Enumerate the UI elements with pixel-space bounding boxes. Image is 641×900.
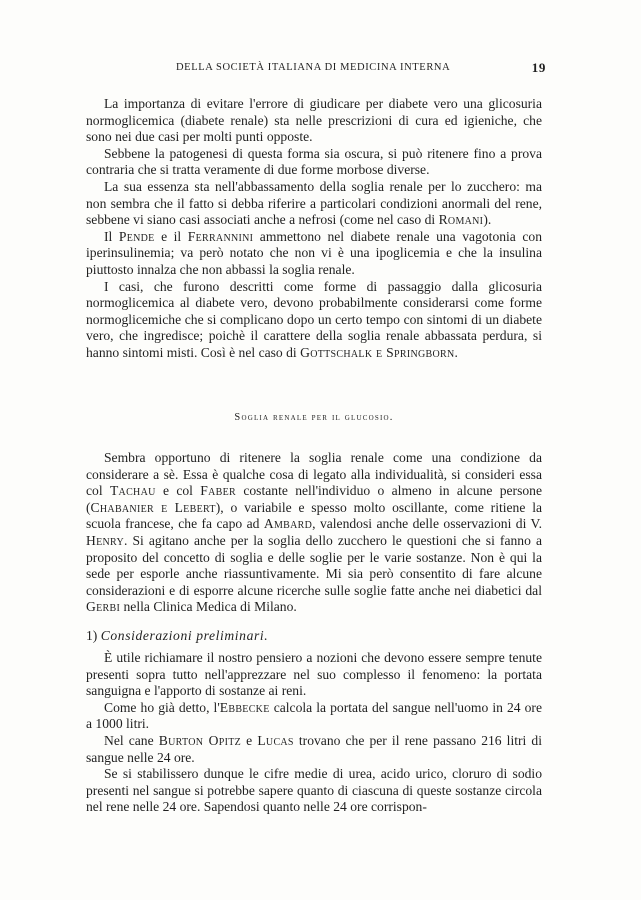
author-name: Ebbecke — [219, 699, 270, 715]
paragraph: Il Pende e il Ferrannini ammettono nel diabete renale una vagotonia con iperinsulinemia; va però notato che non vi è una ipoglicemia e che la insulina piuttosto innalza che non abbassi la soglia renale. — [86, 228, 542, 277]
section-heading: Soglia renale per il glucosio. — [234, 412, 394, 423]
subsection-title: Considerazioni preliminari. — [100, 628, 269, 643]
subsection-heading — [86, 628, 542, 644]
paragraph: Se si stabilissero dunque le cifre medie di urea, acido urico, cloruro di sodio presenti nel sangue si potrebbe sapere quanto di ciascuna di queste sostanze circola nel rene nelle 24 ore. Sapendosi quanto nelle 24 ore corrispon- — [86, 766, 542, 815]
author-name: Ambard — [263, 516, 313, 532]
running-title: DELLA SOCIETÀ ITALIANA DI MEDICINA INTERNA — [176, 62, 451, 73]
paragraph: È utile richiamare il nostro pensiero a nozioni che devono essere sempre tenute presenti sopra tutto nell'apprezzare nel suo complesso il fenomeno: la portata sanguigna e l'apporto di sostanze ai reni. — [86, 650, 542, 699]
paragraph: La sua essenza sta nell'abbassamento della soglia renale per lo zucchero: ma non sembra che il fatto si debba riferire a particolari condizioni anormali del rene, sebbene vi siano casi associati anche a nefrosi (come nel caso di Romani). — [86, 178, 542, 228]
paragraph: Sembra opportuno di ritenere la soglia renale come una condizione da considerare a sè. Essa è qualche cosa di legato alla individualità, si consideri essa col Tachau e col Faber costante nell'individuo o almeno in alcune persone (Chabanier e Lebert), o variabile e spesso molto oscillante, come ritiene la scuola francese, che fa capo ad Ambard, valendosi anche delle osservazioni di V. Henry. Si agitano anche per la soglia dello zucchero le questioni che si fanno a proposito del concetto di soglia e delle soglie per le varie sostanze. Non è qui la sede per esporle anche riassuntivamente. Mi sia però consentito di fare alcune considerazioni e di esporre alcune ricerche sulle soglie fatte anche nei diabetici dal Gerbi nella Clinica Medica di Milano. — [86, 450, 543, 615]
author-name: Pende — [118, 228, 155, 244]
section-intro — [86, 96, 542, 362]
paragraph: Nel cane Burton Opitz e Lucas trovano che per il rene passano 216 litri di sangue nelle 24 ore. — [86, 732, 542, 765]
paragraph: La importanza di evitare l'errore di giudicare per diabete vero una glicosuria normoglicemica (diabete renale) sta nelle prescrizioni di cura ed igieniche, che sono nei due casi per molti punti opposte. — [86, 96, 542, 145]
paragraph: Come ho già detto, l'Ebbecke calcola la portata del sangue nell'uomo in 24 ore a 1000 litri. — [86, 699, 542, 732]
author-name: Faber — [200, 483, 237, 499]
section-threshold — [86, 450, 542, 616]
running-header — [86, 60, 556, 78]
author-name: Tachau — [109, 483, 156, 499]
author-name: Chabanier e Lebert — [90, 499, 216, 515]
paragraph: I casi, che furono descritti come forme di passaggio dalla glicosuria normoglicemica al diabete vero, devono probabilmente considerarsi come forme normoglicemiche che si complicano dopo un certo tempo con sintomi di un diabete vero, che ingredisce; poichè il carattere della soglia renale abbassata perdura, si hanno sintomi misti. Così è nel caso di Gottschalk e Springborn. — [86, 278, 542, 360]
section-considerations — [86, 650, 542, 816]
page-number: 19 — [531, 60, 546, 75]
author-name: Gerbi — [86, 599, 121, 615]
paragraph: Sebbene la patogenesi di questa forma sia oscura, si può ritenere fino a prova contraria che si tratta veramente di due forme morbose diverse. — [86, 145, 542, 178]
author-name: Gottschalk e Springborn — [300, 344, 455, 360]
author-name: Romani — [438, 212, 484, 228]
author-name: Lucas — [257, 732, 294, 748]
author-name: Henry — [86, 532, 124, 548]
subsection-number: 1) — [86, 628, 98, 643]
author-name: Ferrannini — [187, 228, 254, 244]
author-name: Burton Opitz — [158, 732, 242, 748]
